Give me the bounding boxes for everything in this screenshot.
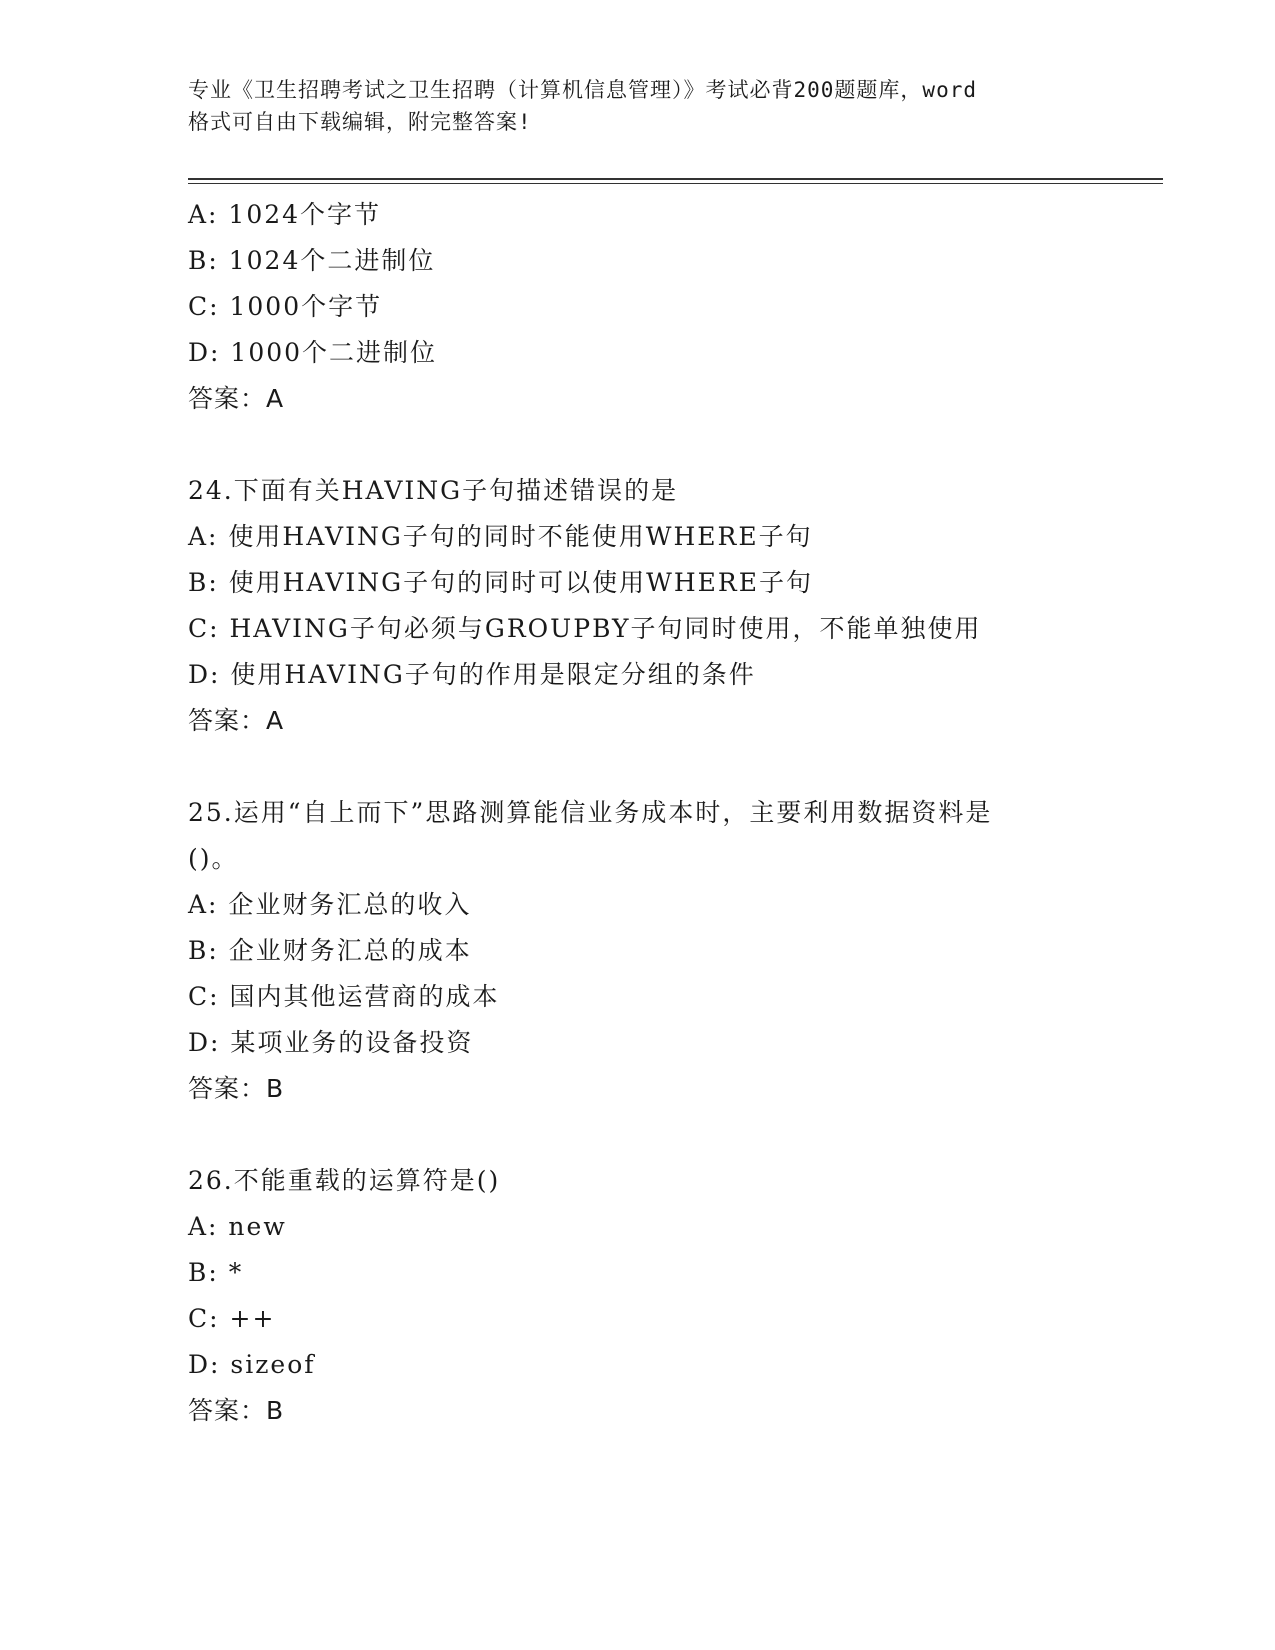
option-b: B: 使用HAVING子句的同时可以使用WHERE子句 (188, 568, 813, 597)
option-a: A: 企业财务汇总的收入 (188, 890, 472, 919)
question-block-26 (188, 1158, 1148, 1434)
option-d: D: 某项业务的设备投资 (188, 1028, 474, 1057)
option-d: D: 1000个二进制位 (188, 338, 438, 367)
question-block-23 (188, 192, 1148, 422)
option-b: B: 1024个二进制位 (188, 246, 436, 275)
header-rule-thin (188, 183, 1163, 184)
header-line-2: 格式可自由下载编辑，附完整答案! (188, 110, 532, 134)
answer-line: 答案：B (188, 1074, 285, 1103)
option-c: C: 国内其他运营商的成本 (188, 982, 500, 1011)
answer-line: 答案：A (188, 706, 285, 735)
header-line-1: 专业《卫生招聘考试之卫生招聘（计算机信息管理）》考试必背200题题库，word (188, 78, 977, 102)
question-stem: 24.下面有关HAVING子句描述错误的是 (188, 476, 679, 505)
option-a: A: new (188, 1212, 287, 1241)
answer-line: 答案：A (188, 384, 285, 413)
option-a: A: 1024个字节 (188, 200, 382, 229)
option-d: D: 使用HAVING子句的作用是限定分组的条件 (188, 660, 756, 689)
question-block-24 (188, 468, 1148, 744)
question-stem: 26.不能重载的运算符是() (188, 1166, 501, 1195)
document-header (188, 74, 1088, 138)
option-b: B: * (188, 1258, 244, 1287)
option-c: C: 1000个字节 (188, 292, 383, 321)
option-c: C: ++ (188, 1304, 276, 1333)
question-stem-line-1: 25.运用“自上而下”思路测算能信业务成本时，主要利用数据资料是 (188, 798, 993, 827)
question-block-25 (188, 790, 1148, 1112)
question-stem-line-2: ()。 (188, 844, 239, 873)
header-rule-thick (188, 178, 1163, 180)
option-c: C: HAVING子句必须与GROUPBY子句同时使用，不能单独使用 (188, 614, 982, 643)
answer-line: 答案：B (188, 1396, 285, 1425)
option-b: B: 企业财务汇总的成本 (188, 936, 472, 965)
option-d: D: sizeof (188, 1350, 316, 1379)
question-list (188, 192, 1148, 1434)
option-a: A: 使用HAVING子句的同时不能使用WHERE子句 (188, 522, 813, 551)
